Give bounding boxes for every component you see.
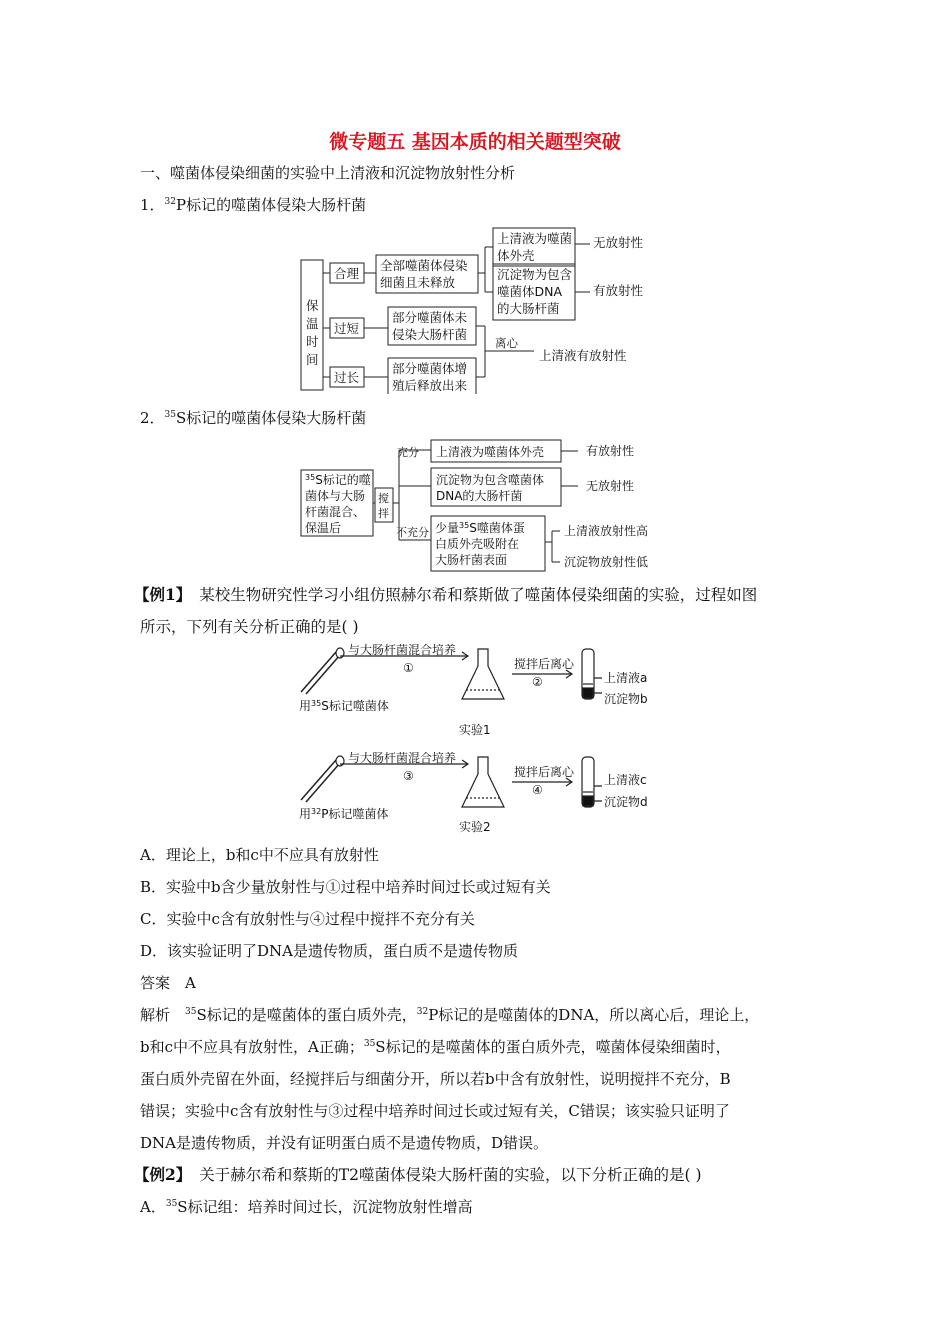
svg-text:沉淀物放射性低: 沉淀物放射性低 [564, 555, 649, 569]
answer: 答案 A [140, 974, 196, 992]
svg-text:温: 温 [306, 316, 319, 331]
diagram-32p [295, 224, 675, 394]
svg-text:有放射性: 有放射性 [586, 444, 635, 458]
analysis-line-3: 蛋白质外壳留在外面，经搅拌后与细菌分开，所以若b中含有放射性，说明搅拌不充分，B [140, 1070, 731, 1088]
example-1-question-cont: 所示，下列有关分析正确的是( ) [140, 618, 359, 636]
svg-text:殖后释放出来: 殖后释放出来 [392, 378, 468, 393]
svg-text:搅拌后离心: 搅拌后离心 [514, 657, 575, 671]
svg-text:搅拌后离心: 搅拌后离心 [514, 765, 575, 779]
svg-text:上清液为噬菌: 上清液为噬菌 [497, 231, 573, 246]
svg-text:侵染大肠杆菌: 侵染大肠杆菌 [392, 327, 468, 342]
option-d: D．该实验证明了DNA是遗传物质，蛋白质不是遗传物质 [140, 942, 519, 960]
svg-text:上清液放射性高: 上清液放射性高 [564, 524, 649, 538]
svg-text:沉淀物为包含噬菌体: 沉淀物为包含噬菌体 [436, 473, 545, 487]
svg-text:与大肠杆菌混合培养: 与大肠杆菌混合培养 [348, 644, 457, 657]
svg-text:沉淀物d: 沉淀物d [604, 795, 648, 809]
experiment-2-figure [296, 752, 666, 836]
svg-text:上清液有放射性: 上清液有放射性 [539, 348, 627, 363]
analysis-line-5: DNA是遗传物质，并没有证明蛋白质不是遗传物质，D错误。 [140, 1134, 549, 1152]
svg-text:无放射性: 无放射性 [586, 479, 635, 493]
svg-text:细菌且未释放: 细菌且未释放 [380, 275, 456, 290]
svg-text:沉淀物为包含: 沉淀物为包含 [497, 267, 573, 282]
svg-text:保温后: 保温后 [305, 521, 342, 535]
svg-text:用35S标记噬菌体: 用$^{35}$S标记噬菌体 [299, 699, 389, 713]
svg-text:体外壳: 体外壳 [497, 248, 535, 263]
analysis-line-4: 错误；实验中c含有放射性与③过程中培养时间过长或过短有关，C错误；该实验只证明了 [140, 1102, 730, 1120]
svg-text:35S标记的噬: $^{35}$S标记的噬 [305, 473, 371, 487]
svg-text:时: 时 [306, 334, 319, 349]
item-1-heading: 1．$^{32}$P标记的噬菌体侵染大肠杆菌 [140, 196, 367, 214]
svg-text:离心: 离心 [495, 336, 518, 350]
svg-text:实验2: 实验2 [459, 820, 491, 834]
example-2-option-a: A．$^{35}$S标记组：培养时间过长，沉淀物放射性增高 [140, 1198, 473, 1216]
svg-text:与大肠杆菌混合培养: 与大肠杆菌混合培养 [348, 752, 457, 765]
page-title: 微专题五 基因本质的相关题型突破 [329, 131, 621, 153]
svg-text:②: ② [532, 675, 543, 689]
svg-text:大肠杆菌表面: 大肠杆菌表面 [435, 553, 508, 567]
option-b: B．实验中b含少量放射性与①过程中培养时间过长或过短有关 [140, 878, 551, 896]
diagram-35s [298, 436, 688, 576]
section-heading: 一、噬菌体侵染细菌的实验中上清液和沉淀物放射性分析 [140, 164, 516, 182]
example-2-question: 【例2】 关于赫尔希和蔡斯的T2噬菌体侵染大肠杆菌的实验，以下分析正确的是( ) [134, 1165, 702, 1184]
svg-text:过短: 过短 [334, 321, 360, 336]
svg-text:①: ① [403, 661, 414, 675]
svg-text:部分噬菌体增: 部分噬菌体增 [392, 361, 468, 376]
svg-text:无放射性: 无放射性 [593, 235, 644, 250]
analysis-line-2: b和c中不应具有放射性，A正确；$^{35}$S标记的是噬菌体的蛋白质外壳，噬菌体侵染细菌时， [140, 1038, 731, 1056]
svg-text:上清液c: 上清液c [604, 773, 647, 787]
svg-text:用32P标记噬菌体: 用$^{32}$P标记噬菌体 [299, 807, 389, 821]
svg-text:菌体与大肠: 菌体与大肠 [305, 489, 366, 503]
svg-text:保: 保 [306, 298, 319, 313]
experiment-1-figure [296, 644, 666, 744]
svg-text:噬菌体DNA: 噬菌体DNA [497, 284, 563, 299]
option-c: C．实验中c含有放射性与④过程中搅拌不充分有关 [140, 910, 475, 928]
svg-text:白质外壳吸附在: 白质外壳吸附在 [435, 537, 520, 551]
svg-text:上清液为噬菌体外壳: 上清液为噬菌体外壳 [436, 445, 545, 459]
svg-text:④: ④ [532, 783, 543, 797]
option-a: A．理论上，b和c中不应具有放射性 [140, 846, 379, 864]
svg-text:有放射性: 有放射性 [593, 283, 644, 298]
example-1-question: 【例1】 某校生物研究性学习小组仿照赫尔希和蔡斯做了噬菌体侵染细菌的实验，过程如图 [134, 585, 758, 604]
svg-text:充分: 充分 [397, 446, 419, 459]
svg-text:DNA的大肠杆菌: DNA的大肠杆菌 [436, 489, 523, 503]
svg-text:搅: 搅 [378, 492, 389, 505]
svg-text:间: 间 [306, 352, 319, 367]
svg-text:过长: 过长 [334, 370, 360, 385]
svg-text:沉淀物b: 沉淀物b [604, 692, 648, 706]
svg-text:合理: 合理 [334, 266, 360, 281]
svg-text:部分噬菌体未: 部分噬菌体未 [392, 310, 468, 325]
svg-text:的大肠杆菌: 的大肠杆菌 [497, 301, 560, 316]
svg-text:全部噬菌体侵染: 全部噬菌体侵染 [380, 258, 468, 273]
svg-text:拌: 拌 [378, 507, 389, 520]
svg-text:③: ③ [403, 769, 414, 783]
svg-text:上清液a: 上清液a [604, 671, 648, 685]
item-2-heading: 2．$^{35}$S标记的噬菌体侵染大肠杆菌 [140, 409, 367, 427]
analysis-line-1: 解析 $^{35}$S标记的是噬菌体的蛋白质外壳，$^{32}$P标记的是噬菌体的DNA，所以离心后，理论上， [140, 1006, 760, 1024]
svg-text:实验1: 实验1 [459, 723, 491, 737]
svg-text:不充分: 不充分 [396, 526, 429, 539]
svg-text:杆菌混合、: 杆菌混合、 [305, 505, 366, 519]
svg-text:少量35S噬菌体蛋: 少量$^{35}$S噬菌体蛋 [435, 521, 525, 535]
